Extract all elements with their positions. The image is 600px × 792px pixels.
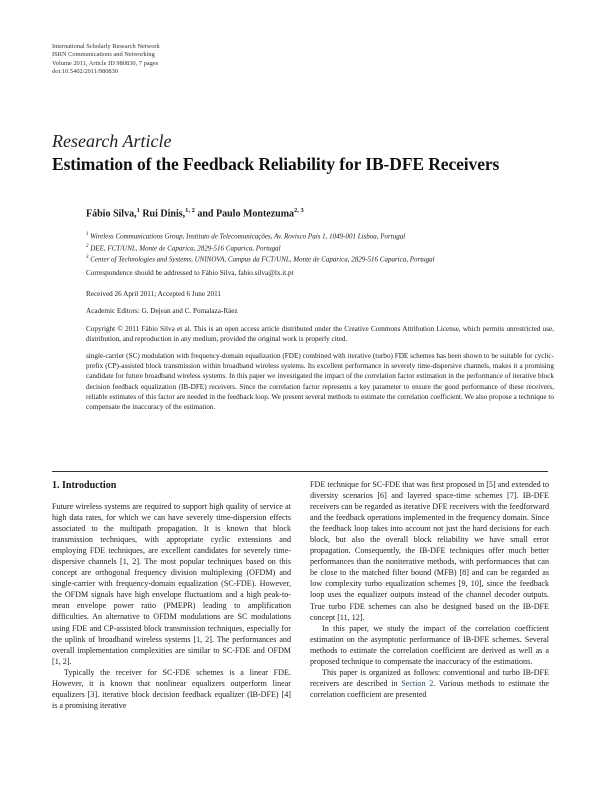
section-link[interactable]: Section 2 — [401, 678, 434, 688]
body-column-right — [310, 479, 549, 700]
author-affil-marker: 2, 3 — [294, 207, 304, 214]
received-dates: Received 26 April 2011; Accepted 6 June 2011 — [86, 290, 221, 298]
author-affil-marker: 1, 2 — [185, 207, 195, 214]
body-column-left — [52, 501, 291, 711]
affiliation-text: Center of Technologies and Systems, UNINOVA, Campus da FCT/UNL, Monte de Caparica, 2829-516 Caparica, Portugal — [88, 255, 435, 264]
body-paragraph — [310, 667, 549, 700]
paper-title: Estimation of the Feedback Reliability for IB-DFE Receivers — [52, 154, 500, 174]
affiliation-number: 2 — [86, 243, 89, 249]
paragraph-text: This paper is organized as follows: conventional and turbo IB-DFE receivers are described in — [310, 667, 549, 688]
journal-name: ISRN Communications and Networking — [52, 51, 155, 59]
journal-doi[interactable]: doi:10.5402/2011/980830 — [52, 68, 118, 76]
abstract-text: single-carrier (SC) modulation with frequency-domain equalization (FDE) combined with iterative (turbo) FDE schemes has been shown to be suitable for cyclic-prefix (CP)-assisted block transmission within broadband wireless systems. Its excellent performance in severely time-dispersive channels, makes it a promising candidate for future broadband wireless systems. In this paper we investigated the impact of the correlation factor estimation in the performance of iterative block decision feedback equalization (IB-DFE) receivers. Since the correlation factor represents a key parameter to ensure the good performance of these receivers, reliable estimates of this factor are needed in the feedback loop. We present several methods to estimate the correlation coefficient. We also propose a technique to compensate the inaccuracy of the estimation. — [86, 352, 554, 412]
author-name[interactable]: Fábio Silva, — [86, 208, 137, 220]
author-name[interactable]: Rui Dinis, — [139, 208, 186, 220]
author-name[interactable]: and Paulo Montezuma — [194, 208, 295, 220]
copyright-notice: Copyright © 2011 Fábio Silva et al. This is an open access article distributed under the Creative Commons Attribution License, which permits unrestricted use, distribution, and reproduction in any medium, provided the original work is properly cited. — [86, 325, 554, 344]
journal-header — [52, 43, 160, 77]
journal-network: International Scholarly Research Network — [52, 43, 160, 50]
body-paragraph: Typically the receiver for SC-FDE schemes is a linear FDE. However, it is known that nonlinear equalizers outperform linear equalizers [3]. iterative block decision feedback equalizer (IB-DFE) [4] is a promising iterative — [52, 667, 291, 710]
affiliation-item — [86, 230, 435, 242]
affiliations — [86, 230, 435, 265]
affiliation-item — [86, 253, 435, 265]
author-affil-marker: 1 — [136, 207, 140, 214]
section-divider — [52, 471, 548, 472]
body-paragraph: FDE technique for SC-FDE that was first proposed in [5] and extended to diversity scenarios [6] and layered space-time schemes [7]. IB-DFE receivers can be regarded as iterative DFE receivers with the feedforward and the feedback operations implemented in the frequency domain. Since the feedback loop takes into account not just the hard decisions for each block, but also the overall block reliability we have small error propagation. Consequently, the IB-DFE techniques offer much better performances than the noniterative methods, with performances that can be close to the matched filter bound (MFB) [8] and can be regarded as low complexity turbo equalization schemes [9, 10], since the feedback loop uses the equalizer outputs instead of the channel decoder outputs. True turbo FDE schemes can also be designed based on the IB-DFE concept [11, 12]. — [310, 480, 549, 622]
body-paragraph: In this paper, we study the impact of the correlation coefficient estimation on the asymptotic performance of IB-DFE schemes. Several methods to estimate the correlation coefficient are derived as well as a proposed technique to compensate the inaccuracy of the estimations. — [310, 623, 549, 666]
affiliation-number: 3 — [86, 255, 89, 261]
academic-editors: Academic Editors: G. Dejean and C. Pomalaza-Ráez — [86, 307, 238, 315]
affiliation-item — [86, 242, 435, 254]
paragraph-text: . Various methods to estimate the correlation coefficient are presented — [310, 678, 549, 699]
journal-volume: Volume 2011, Article ID 980830, 7 pages — [52, 59, 159, 67]
article-type: Research Article — [52, 131, 172, 151]
author-list — [86, 207, 304, 219]
section-heading-introduction: 1. Introduction — [52, 480, 117, 491]
correspondence[interactable]: Correspondence should be addressed to Fábio Silva, fabio.silva@lx.it.pt — [86, 269, 294, 277]
affiliation-number: 1 — [86, 232, 89, 237]
affiliation-text: Wireless Communications Group, Instituto de Telecomunicações, Av. Rovisco Pais 1, 1049-001 Lisboa, Portugal — [88, 232, 406, 241]
affiliation-text: DEE, FCT/UNL, Monte de Caparica, 2829-516 Caparica, Portugal — [88, 243, 281, 252]
body-paragraph: Future wireless systems are required to support high quality of service at high data rates, for which we can have severely time-dispersion effects associated to the multipath propagation. It is known that block transmission techniques, with appropriate cyclic extensions and employing FDE techniques, are excellent candidates for severely time-dispersive channels [1, 2]. The most popular techniques based on this concept are orthogonal frequency division multiplexing (OFDM) and single-carrier with frequency-domain equalization (SC-FDE). However, the OFDM signals have high envelope fluctuations and a high peak-to-mean envelope power ratio (PMEPR) leading to amplification difficulties. An alternative to OFDM modulations are SC modulations using FDE and CP-assisted block transmission techniques, especially for the uplink of broadband wireless systems [1, 2]. The performances and overall implementation complexities are similar to SC-FDE and OFDM [1, 2]. — [52, 502, 291, 666]
